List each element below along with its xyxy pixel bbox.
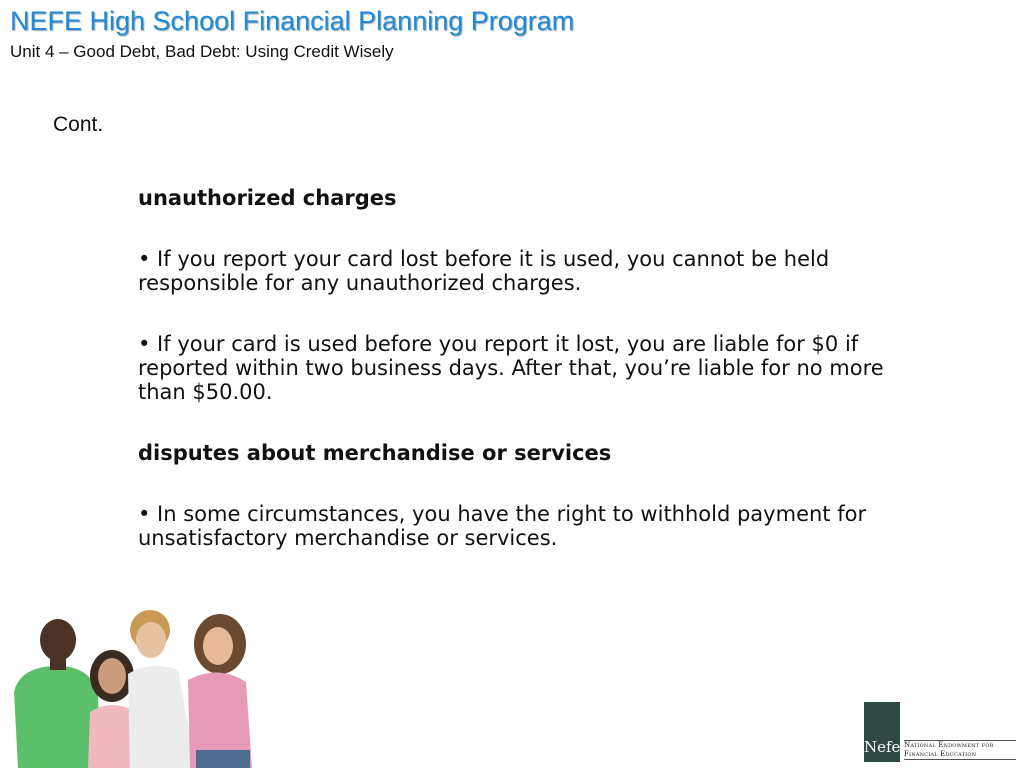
slide-body — [138, 186, 938, 587]
students-photo — [0, 600, 270, 768]
nefe-logo — [862, 700, 1017, 768]
section-heading-unauthorized-charges: unauthorized charges — [138, 186, 397, 210]
slide-subtitle: Unit 4 – Good Debt, Bad Debt: Using Credit Wisely — [10, 42, 394, 61]
logo-org-name — [904, 740, 1016, 760]
logo-org-line-1: National Endowment for — [904, 741, 994, 749]
logo-mark-text: Nefe — [864, 738, 901, 756]
section-heading-disputes: disputes about merchandise or services — [138, 441, 612, 465]
continued-label: Cont. — [53, 113, 104, 136]
slide-title: NEFE High School Financial Planning Program — [10, 6, 575, 36]
bullet-item: • If you report your card lost before it is used, you cannot be held responsible for any unauthorized charges. — [138, 247, 830, 295]
bullet-item: • If your card is used before you report it lost, you are liable for $0 if reported within two business days. After that, you’re liable for no more than $50.00. — [138, 332, 884, 404]
bullet-item: • In some circumstances, you have the right to withhold payment for unsatisfactory merchandise or services. — [138, 502, 867, 550]
logo-org-line-2: Financial Education — [904, 750, 977, 758]
